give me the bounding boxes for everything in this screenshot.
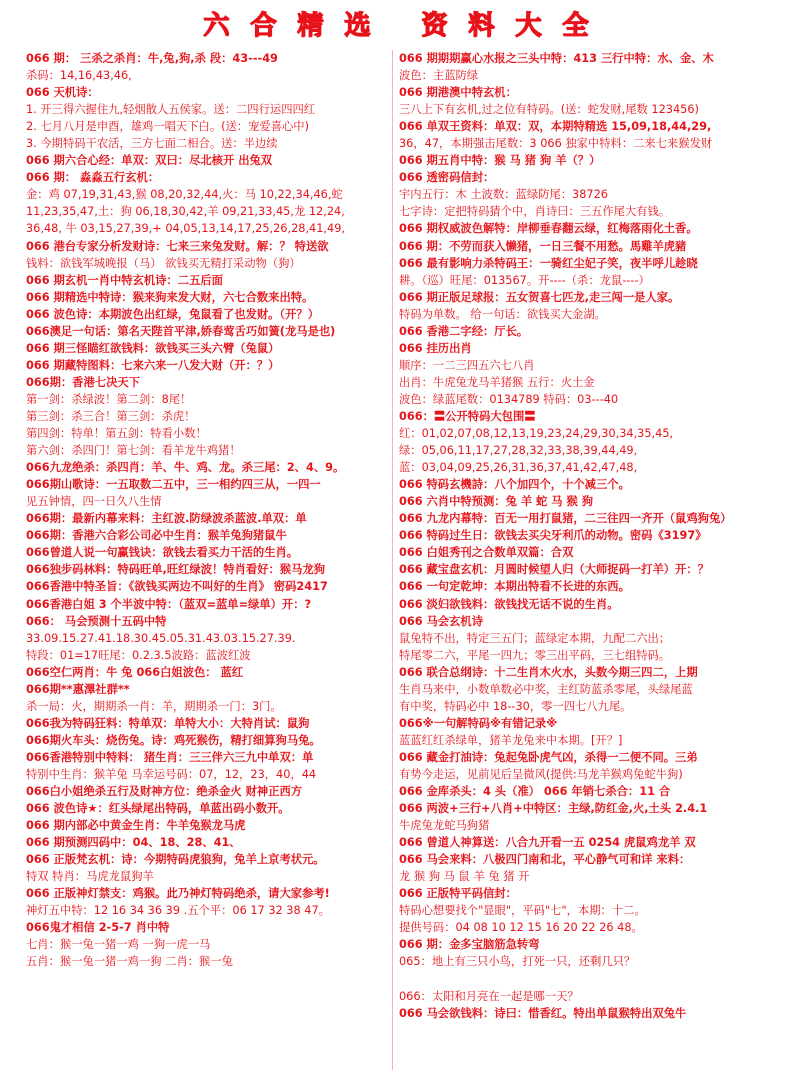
right-text-line: 36，47，本期强击尾数：3 066 独家中特料：二来七来猴发财 — [399, 137, 713, 151]
left-text-line: 066期火车头：烧伤兔。诗：鸡死猴伤，精打细算狗马兔。 — [26, 733, 321, 747]
banner-char: 大 — [515, 10, 543, 41]
banner-char: 资 — [421, 10, 449, 41]
left-text-line: 066 期六合心经：单双：双曰：尽北核开 出兔双 — [26, 154, 273, 168]
left-text-line: 066期**惠澤社群** — [26, 682, 130, 696]
left-text-line: 066澳足一句话：第名天陛首平津,娇春莺舌巧如簧(龙马是也) — [26, 324, 336, 338]
left-text-line: 066 正版梵玄机：诗：今期特码虎狼狗，兔羊上京考状元。 — [26, 853, 325, 867]
right-text-line: 066 透密码信封： — [399, 171, 495, 185]
right-text-line: 提供号码：04 08 10 12 15 16 20 22 26 48。 — [399, 921, 643, 935]
left-text-line: 066 期玄机一肖中特玄机诗：二五后面 — [26, 273, 223, 287]
right-text-line: 波色：绿蓝尾数：0134789 特码：03---40 — [399, 392, 619, 406]
left-text-line: 3. 今期特码干农活，三方七面二相合。送：半边续 — [26, 137, 278, 151]
left-column — [26, 50, 388, 1072]
banner-char: 料 — [468, 10, 496, 41]
right-text-line: 066 六肖中特预测：兔 羊 蛇 马 猴 狗 — [399, 495, 594, 509]
right-text-line: 066 期期期赢心水报之三头中特：413 三行中特：水、金、木 — [399, 52, 714, 65]
right-text-line: 蓝：03,04,09,25,26,31,36,37,41,42,47,48, — [399, 461, 638, 475]
banner-char: 全 — [562, 10, 590, 41]
right-text-line: 有势今走运，见前见后呈微风(提供:马龙羊猴鸡兔蛇牛狗) — [399, 767, 683, 781]
right-text-line: 七字诗：定把特码猜个中，肖诗曰：三五作尾大有钱。 — [399, 205, 671, 219]
page-banner — [0, 0, 793, 46]
left-text-line: 杀一局：火，期期杀一肖：羊，期期杀一门：3门。 — [26, 699, 282, 713]
banner-char: 选 — [344, 10, 372, 41]
banner-char: 合 — [250, 10, 278, 41]
right-text-line: 066 期正版足球报：五女贺喜七匹龙,走三闯一是人家。 — [399, 290, 680, 304]
right-text-line: 066 马会欲钱料：诗曰：惜香红。特出单鼠猴特出双兔牛 — [399, 1006, 687, 1020]
right-text-line: 066 挂历出肖 — [399, 341, 472, 355]
right-text-line: 红：01,02,07,08,12,13,19,23,24,29,30,34,35,45, — [399, 427, 674, 441]
left-text-line: 066期：最新内幕来料：主红波.防绿波杀蓝波.单双：单 — [26, 512, 307, 526]
right-text-line: 066 香港二字经：厅长。 — [399, 324, 529, 338]
left-text-line: 066 期： 三杀之杀肖：牛,兔,狗,杀 段：43---49 — [26, 52, 278, 65]
left-text-line: 36,48, 牛 03,15,27,39,+ 04,05,13,14,17,25,26,28,41,49, — [26, 222, 345, 236]
right-text-line: 牛虎兔龙蛇马狗猪 — [399, 819, 490, 833]
left-text-line: 第三剑：杀三合！第三剑：杀虎！ — [26, 409, 196, 423]
left-text-line: 特双 特肖：马虎龙鼠狗羊 — [26, 870, 154, 884]
right-text-line: 066 金库杀头：4 头（准） 066 年销七杀合：11 合 — [399, 785, 671, 799]
left-text-line: 066 天机诗： — [26, 86, 99, 100]
left-text-line: 第四剑：特单！第五剑：特看小数！ — [26, 427, 207, 441]
right-text-line: 龙 猴 狗 马 鼠 羊 兔 猪 开 — [399, 870, 530, 884]
left-text-line: 066 期内部必中黄金生肖：牛羊兔猴龙马虎 — [26, 819, 246, 833]
right-text-line: 066 联合总纲诗：十二生肖木火水，头数今期三四二，上期 — [399, 665, 698, 679]
left-text-line: 066 波色诗：本期波色出红绿，兔鼠看了也发财。（开？） — [26, 307, 319, 321]
right-text-line: 特码为单数。 给一句话：欲钱买大金湖。 — [399, 307, 606, 321]
left-text-line: 066期山歌诗：一五取数二五中，三一相约四三从，一四一 — [26, 478, 321, 492]
left-text-line: 神灯五中特：12 16 34 36 39 .五个平：06 17 32 38 47。 — [26, 904, 330, 918]
right-text-line: 066 期五肖中特：猴 马 猪 狗 羊（？） — [399, 154, 601, 168]
right-text-line: 066 藏宝盘玄机：月圆时候望人归（大师捉码一打羊）开：？ — [399, 563, 709, 577]
left-text-line: 066 期藏特图料：七来六来一八发大财（开：？） — [26, 358, 280, 372]
right-text-line: 066 两波+三行+八肖+中特区：主绿,防红金,火,土头 2.4.1 — [399, 802, 708, 816]
left-text-line: 特段：01=17旺尾：0.2.3.5波路：蓝波红波 — [26, 648, 251, 662]
right-text-line: 蓝蓝红红杀绿单，猪羊龙兔来中本期。[开？] — [399, 733, 623, 747]
right-text-line: 066※一句解特码※有错记录※ — [399, 716, 558, 730]
right-text-line: 三八上下有玄机,过之位有特码。(送：蛇发财,尾数 123456) — [399, 103, 699, 117]
right-text-line — [399, 971, 771, 988]
left-text-line: 066 期： 淼淼五行玄机： — [26, 171, 160, 185]
right-text-line: 波色：主蓝防绿 — [399, 69, 479, 83]
right-text-line: 066 曾道人神算送：八合九开看一五 0254 虎鼠鸡龙羊 双 — [399, 836, 696, 850]
right-column — [399, 50, 771, 1072]
left-text-line: 066我为特码狂料：特单双：单特大小：大特肖试：鼠狗 — [26, 716, 310, 730]
right-text-line: 066 期：不劳而获入懒猪，一日三餐不用愁。馬雞羊虎豬 — [399, 239, 687, 253]
right-text-line: 066：太阳和月亮在一起是哪一天？ — [399, 989, 579, 1003]
left-text-line: 066香港白姐 3 个半波中特：（蓝双=蓝单=绿单）开：? — [26, 597, 312, 611]
right-text-line: 066 九龙内幕特：百无一用打鼠猪，二三往四一齐开（鼠鸡狗兔） — [399, 512, 732, 526]
left-text-line: 第六剑：杀四门！第七剑：看羊龙牛鸡猪！ — [26, 444, 241, 458]
left-text-line: 钱料：欲钱军城晚报（马） 欲钱买无精打采动物（狗） — [26, 256, 301, 270]
left-text-line: 066 港台专家分析发财诗：七来三来兔发财。解：？ 特送欲 — [26, 239, 329, 253]
right-text-line: 066 期权威波色解特：岸柳垂春翻云绿，红梅落雨化土香。 — [399, 222, 698, 236]
left-text-line: 066 正版神灯禁支：鸡猴。此乃神灯特码绝杀，请大家参考! — [26, 887, 330, 901]
left-text-line: 066香港特别中特料： 猪生肖：三三伴六三九中单双：单 — [26, 750, 314, 764]
right-text-line: 生肖马来中，小数单数必中奖，主红防蓝杀零尾，头绿尾蓝 — [399, 682, 693, 696]
left-text-line: 066独步码林料：特码旺单,旺红绿波！特肖看好：猴马龙狗 — [26, 563, 326, 577]
right-text-line: 066 一句定乾坤：本期出特看不长进的东西。 — [399, 580, 630, 594]
banner-char: 精 — [297, 10, 325, 41]
left-text-line: 066 波色诗★：红头绿尾出特码，单蓝出码小数开。 — [26, 802, 290, 816]
column-divider — [392, 50, 393, 1070]
right-text-line: 066 马会玄机诗 — [399, 614, 483, 628]
left-text-line: 1. 开三得六握住九,轻烟散人五侯家。送：二四行运四四红 — [26, 103, 316, 117]
left-text-line: 33.09.15.27.41.18.30.45.05.31.43.03.15.27.39. — [26, 631, 296, 645]
right-text-line: 066 正版特平码信封： — [399, 887, 517, 901]
left-text-line: 11,23,35,47,土：狗 06,18,30,42,羊 09,21,33,45,龙 12,24, — [26, 205, 345, 219]
right-text-line: 066：〓公开特码大包围〓 — [399, 409, 536, 423]
left-text-line: 066： 马会预测十五码中特 — [26, 614, 167, 628]
right-text-line: 066 单双王资料：单双：双，本期特精选 15,09,18,44,29, — [399, 120, 712, 134]
right-text-line: 066 最有影响力杀特码王：一骑红尘妃子笑，夜半呼儿趁晓 — [399, 256, 698, 270]
left-text-line: 2. 七月八月是申酉，雄鸡一唱天下白。(送：宠爱喜心中) — [26, 120, 310, 134]
left-text-line: 066曾道人说一句赢钱诀：欲钱去看买力干活的生肖。 — [26, 546, 299, 560]
right-text-line: 特尾零二六，平尾一四九；零三出平码，三七组特码。 — [399, 648, 671, 662]
left-text-line: 066空仁两肖：牛 兔 066白姐波色： 蓝红 — [26, 665, 244, 679]
left-text-line: 066 期三怪瞄红欲钱料：欲钱买三头六臂（兔鼠） — [26, 341, 280, 355]
left-text-line: 066期：香港七决天下 — [26, 375, 140, 389]
right-text-line: 066 期：金多宝脑筋急转弯 — [399, 938, 540, 952]
right-text-line: 066 特码玄機詩：八个加四个，十个减三个。 — [399, 478, 630, 492]
right-text-line: 特码心想要找个"显眼"，平码"七"，本期：十二。 — [399, 904, 646, 918]
right-text-line: 出肖：牛虎兔龙马羊猪猴 五行：火土金 — [399, 375, 595, 389]
right-text-line: 耕。（巡）旺尾：013567。开----（杀：龙鼠----） — [399, 273, 650, 287]
left-text-line: 066香港中特圣旨：《欲钱买两边不叫好的生肖》 密码2417 — [26, 580, 328, 594]
right-text-line: 鼠兔特不出，特定三五门；蓝绿定本期，九配二六出； — [399, 631, 671, 645]
right-text-line: 顺序：一二三四五六七八肖 — [399, 358, 535, 372]
left-text-line: 特别中生肖：猴羊兔 马幸运号码：07，12，23，40，44 — [26, 767, 317, 781]
left-text-line: 第一剑：杀绿波！第二剑：8尾！ — [26, 392, 192, 406]
right-text-line: 065：地上有三只小鸟，打死一只，还剩几只？ — [399, 955, 636, 969]
right-text-line: 066 特码过生日：欲钱去买尖牙利爪的动物。密码《3197》 — [399, 529, 707, 543]
left-text-line: 见五钟情，四一日久八生情 — [26, 495, 162, 509]
left-text-line: 066 期精选中特诗：猴来狗来发大财，六七合数来出特。 — [26, 290, 314, 304]
right-text-line: 有中奖，特码必中 18--30，零一四七八九尾。 — [399, 699, 632, 713]
right-text-line: 066 淡妇欲钱料：欲钱找无话不说的生肖。 — [399, 597, 619, 611]
right-text-line: 066 马会来料：八极四门南和北，平心静气可和详 来料： — [399, 853, 691, 867]
left-text-line: 066白小姐绝杀五行及财神方位：绝杀金火 财神正西方 — [26, 785, 303, 799]
left-text-line: 五肖：猴一兔一猪一鸡一狗 二肖：猴一兔 — [26, 955, 233, 969]
left-text-line: 066 期预测四码中：04、18、28、41、 — [26, 836, 241, 850]
left-text-line: 金：鸡 07,19,31,43,猴 08,20,32,44,火：马 10,22,34,46,蛇 — [26, 188, 343, 202]
left-text-line: 066鬼才相信 2-5-7 肖中特 — [26, 921, 170, 935]
right-text-line: 066 期港澳中特玄机： — [399, 86, 517, 100]
left-text-line: 杀码：14,16,43,46, — [26, 69, 132, 83]
left-text-line: 066期：香港六合彩公司必中生肖：猴羊兔狗猪鼠牛 — [26, 529, 287, 543]
left-text-line: 066九龙绝杀：杀四肖：羊、牛、鸡、龙。杀三尾：2、4、9。 — [26, 461, 345, 475]
right-text-line: 066 藏金打油诗：兔起兔卧虎气凶，杀得一二便不同。三弟 — [399, 750, 698, 764]
left-text-line: 七肖：猴一兔一猪一鸡 一狗一虎一马 — [26, 938, 211, 952]
banner-char: 六 — [203, 10, 231, 41]
right-text-line: 绿：05,06,11,17,27,28,32,33,38,39,44,49, — [399, 444, 638, 458]
right-text-line: 宇内五行：木 土波数：蓝绿防尾：38726 — [399, 188, 608, 202]
right-text-line: 066 白姐秀刊之合数单双篇：合双 — [399, 546, 574, 560]
